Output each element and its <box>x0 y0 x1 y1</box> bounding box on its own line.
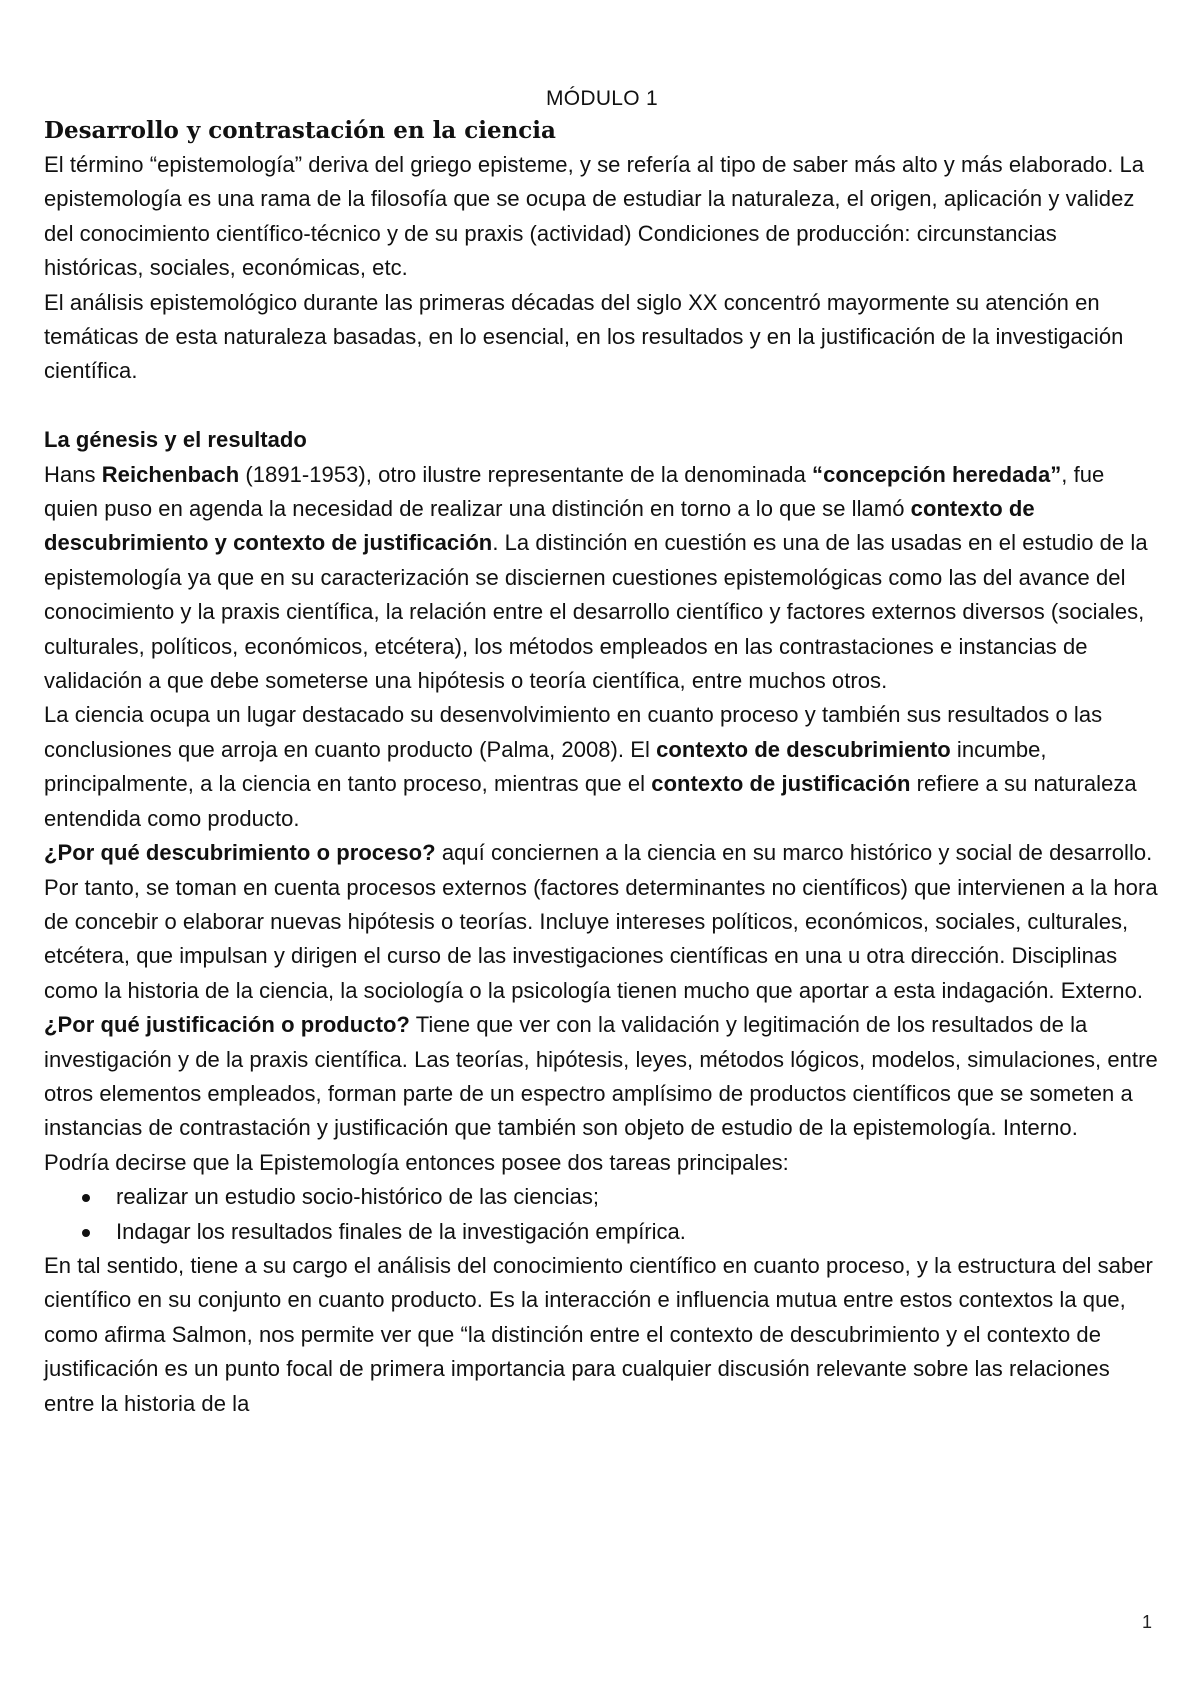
question-descubrimiento: ¿Por qué descubrimiento o proceso? <box>44 840 436 866</box>
bold-reichenbach: Reichenbach <box>101 461 240 487</box>
bold-contexto-justificacion: contexto de justificación <box>651 771 911 797</box>
blank-line <box>44 389 1160 423</box>
conclusion-paragraph: En tal sentido, tiene a su cargo el análisis del conocimiento científico en cuanto proceso, y la estructura del saber científico en su conjunto en cuanto producto. Es la interacción e influencia mutua entre estos contextos la que, como afirma Salmon, nos permite ver que “la distinción entre el contexto de descubrimiento y el contexto de justificación es un punto focal de primera importancia para cualquier discusión relevante sobre las relaciones entre la historia de la <box>44 1252 1153 1416</box>
list-item: realizar un estudio socio-histórico de las ciencias; <box>44 1180 1160 1214</box>
genesis-heading: La génesis y el resultado <box>44 427 307 453</box>
reichenbach-paragraph: Hans Reichenbach (1891-1953), otro ilustre representante de la denominada “concepción heredada”, fue quien puso en agenda la necesidad de realizar una distinción en torno a lo que se llamó contexto de descubrimiento y contexto de justificación. La distinción en cuestión es una de las usadas en el estudio de la epistemología ya que en su caracterización se disciernen cuestiones epistemológicas como las del avance del conocimiento y la praxis científica, la relación entre el desarrollo científico y factores externos diversos (sociales, culturales, políticos, económicos, etcétera), los métodos empleados en las contrastaciones e instancias de validación a que debe someterse una hipótesis o teoría científica, entre muchos otros. <box>44 461 1148 694</box>
justificacion-paragraph: ¿Por qué justificación o producto? Tiene que ver con la validación y legitimación de los resultados de la investigación y de la praxis científica. Las teorías, hipótesis, leyes, métodos lógicos, modelos, simulaciones, entre otros elementos empleados, forman parte de un espectro amplísimo de productos científicos que se someten a instancias de contrastación y justificación que también son objeto de estudio de la epistemología. Interno. <box>44 1012 1158 1141</box>
bold-contexto-descubrimiento: contexto de descubrimiento <box>656 736 951 762</box>
intro-paragraph-1: El término “epistemología” deriva del griego episteme, y se refería al tipo de saber más alto y más elaborado. La epistemología es una rama de la filosofía que se ocupa de estudiar la naturaleza, el origen, aplicación y validez del conocimiento científico-técnico y de su praxis (actividad) Condiciones de producción: circunstancias históricas, sociales, económicas, etc. <box>44 152 1145 281</box>
bullet-icon <box>82 1229 90 1237</box>
page-number: 1 <box>1141 1612 1152 1632</box>
bold-contextos: contexto de descubrimiento y contexto de justificación <box>44 496 1035 556</box>
list-item: Indagar los resultados finales de la investigación empírica. <box>44 1215 1160 1249</box>
tareas-list <box>44 1180 1160 1249</box>
question-justificacion: ¿Por qué justificación o producto? <box>44 1012 410 1038</box>
bullet-icon <box>82 1194 90 1202</box>
section-title: Desarrollo y contrastación en la ciencia <box>44 117 556 144</box>
intro-paragraph-2: El análisis epistemológico durante las primeras décadas del siglo XX concentró mayormente su atención en temáticas de esta naturaleza basadas, en lo esencial, en los resultados y en la justificación de la investigación científica. <box>44 289 1124 384</box>
descubrimiento-paragraph: ¿Por qué descubrimiento o proceso? aquí conciernen a la ciencia en su marco histórico y social de desarrollo. Por tanto, se toman en cuenta procesos externos (factores determinantes no científicos) que intervienen a la hora de concebir o elaborar nuevas hipótesis o teorías. Incluye intereses políticos, económicos, sociales, culturales, etcétera, que impulsan y dirigen el curso de las investigaciones científicas en una u otra dirección. Disciplinas como la historia de la ciencia, la sociología o la psicología tienen mucho que aportar a esta indagación. Externo. <box>44 840 1158 1003</box>
bold-concepcion-heredada: “concepción heredada” <box>812 461 1062 487</box>
tareas-intro: Podría decirse que la Epistemología entonces posee dos tareas principales: <box>44 1149 789 1175</box>
ciencia-paragraph: La ciencia ocupa un lugar destacado su desenvolvimiento en cuanto proceso y también sus resultados o las conclusiones que arroja en cuanto producto (Palma, 2008). El contexto de descubrimiento incumbe, principalmente, a la ciencia en tanto proceso, mientras que el contexto de justificación refiere a su naturaleza entendida como producto. <box>44 702 1137 831</box>
document-page <box>44 84 1160 1421</box>
module-title: MÓDULO 1 <box>545 87 659 110</box>
